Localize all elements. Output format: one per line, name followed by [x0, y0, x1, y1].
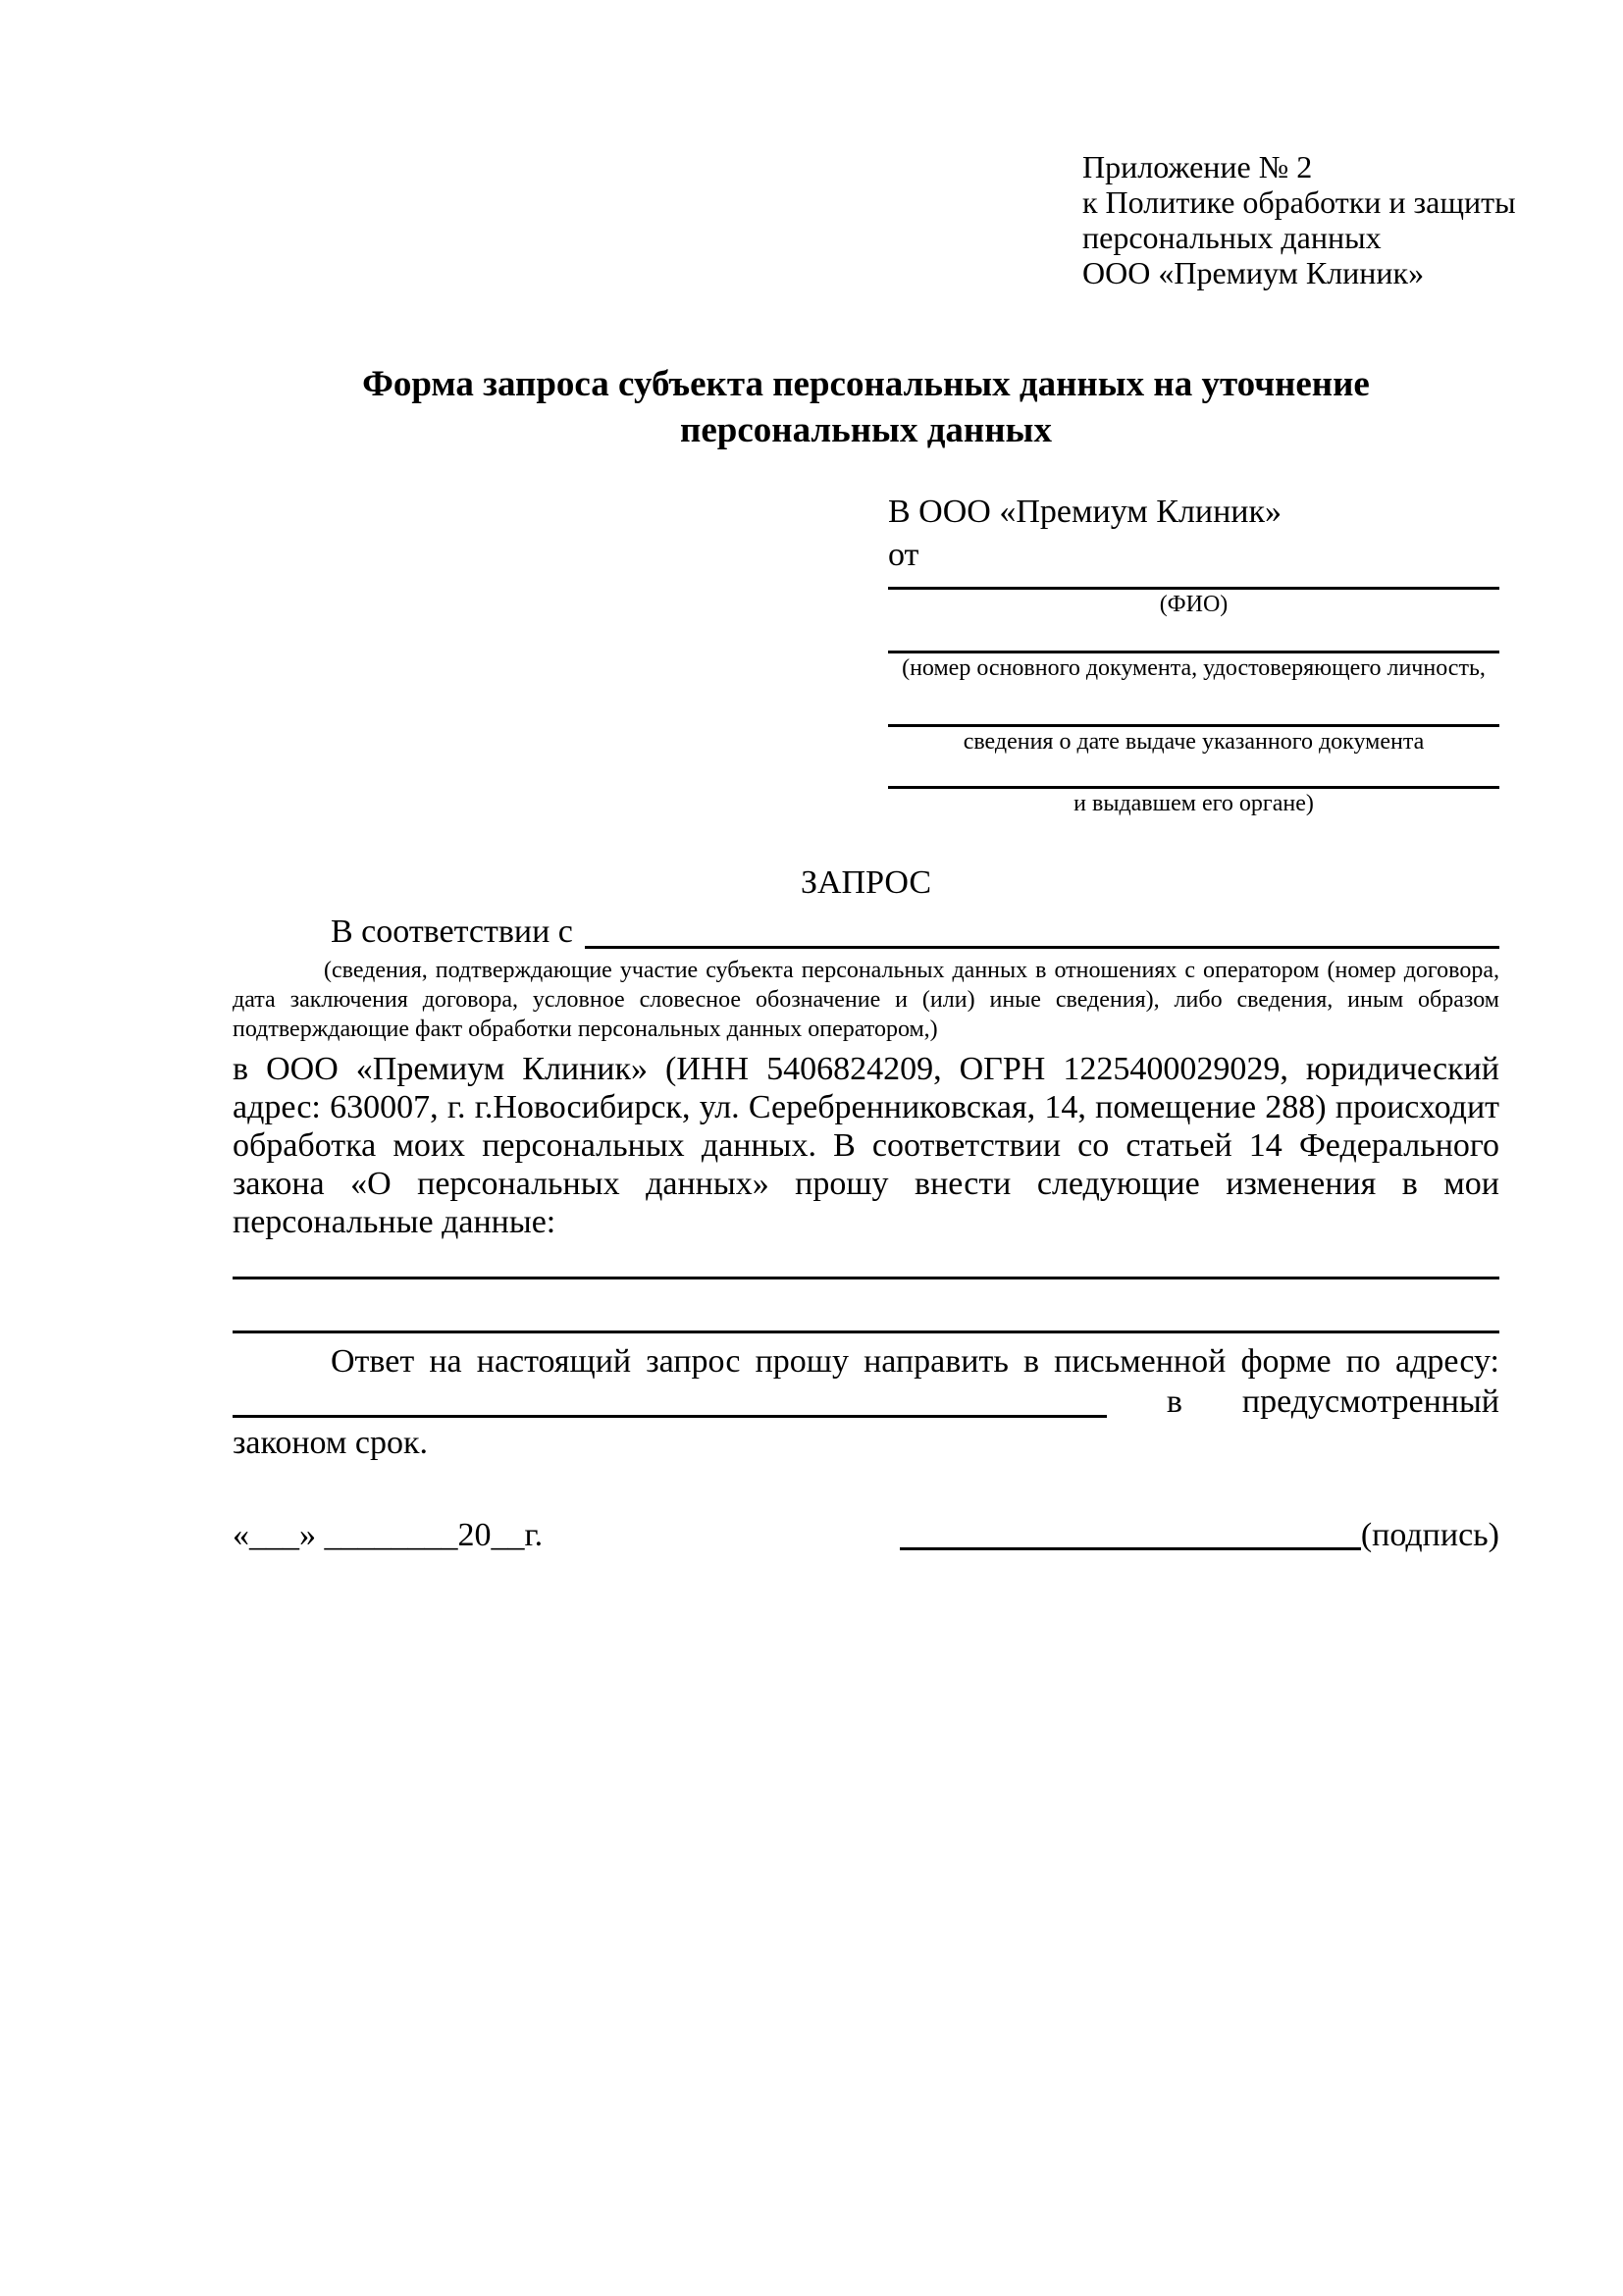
doc-issuer-field: [888, 786, 1499, 818]
signature-group: [900, 1515, 1499, 1556]
annex-header: [1082, 149, 1516, 290]
doc-issue-date-field: [888, 724, 1499, 757]
accordance-row: [233, 911, 1499, 954]
signature-blank-line: [900, 1515, 1361, 1550]
answer-address-row: [233, 1382, 1499, 1423]
request-body: в ООО «Премиум Клиник» (ИНН 5406824209, ОГРН 1225400029029, юридический адрес: 630007, г. г.Новосибирск, ул. Серебренниковская, 14, помещение 288) происходит обработка моих персональных данных. В соответствии со статьей 14 Федерального закона «О персональных данных» прошу внести следующие изменения в мои персональные данные:: [233, 1051, 1499, 1240]
address-blank-line: [233, 1383, 1107, 1418]
annex-line: к Политике обработки и защиты: [1082, 184, 1516, 220]
signature-caption: (подпись): [1360, 1517, 1499, 1553]
answer-tail-word-2: предусмотренный: [1241, 1383, 1499, 1420]
accordance-blank-line: [585, 911, 1499, 949]
date-blank: «___» ________20__г.: [233, 1517, 544, 1553]
fio-caption: (ФИО): [1159, 592, 1229, 617]
changes-blank-line-2: [233, 1331, 1499, 1333]
doc-issue-date-caption: сведения о дате выдаче указанного документа: [963, 729, 1425, 755]
annex-line: ООО «Премиум Клиник»: [1082, 255, 1425, 290]
annex-line: Приложение № 2: [1082, 149, 1313, 184]
doc-issuer-caption: и выдавшем его органе): [1073, 791, 1314, 816]
answer-paragraph-lead: Ответ на настоящий запрос прошу направить в письменной форме по адресу:: [331, 1343, 1499, 1380]
form-title: [233, 361, 1499, 453]
date-signature-row: [233, 1515, 1499, 1556]
changes-blank-line-1: [233, 1277, 1499, 1279]
addressee-to: В ООО «Премиум Клиник»: [888, 494, 1283, 530]
form-title-line2: персональных данных: [680, 410, 1052, 450]
request-heading: ЗАПРОС: [800, 864, 932, 901]
addressee-block: [888, 491, 1499, 818]
addressee-from: от: [888, 537, 919, 573]
accordance-note: (сведения, подтверждающие участие субъекта персональных данных в отношениях с оператором (номер договора, дата заключения договора, условное словесное обозначение и (или) иные сведения), либо сведения, иным образом подтверждающие факт обработки персональных данных оператором,): [233, 958, 1499, 1042]
answer-tail-word-1: в: [1166, 1383, 1182, 1420]
doc-number-caption: (номер основного документа, удостоверяющего личность,: [902, 655, 1486, 681]
answer-paragraph-tail: законом срок.: [233, 1425, 428, 1461]
doc-number-field: [888, 651, 1499, 683]
form-title-line1: Форма запроса субъекта персональных данных на уточнение: [362, 364, 1370, 404]
fio-field: [888, 587, 1499, 619]
accordance-lead: В соответствии с: [331, 913, 573, 950]
annex-line: персональных данных: [1082, 220, 1382, 255]
